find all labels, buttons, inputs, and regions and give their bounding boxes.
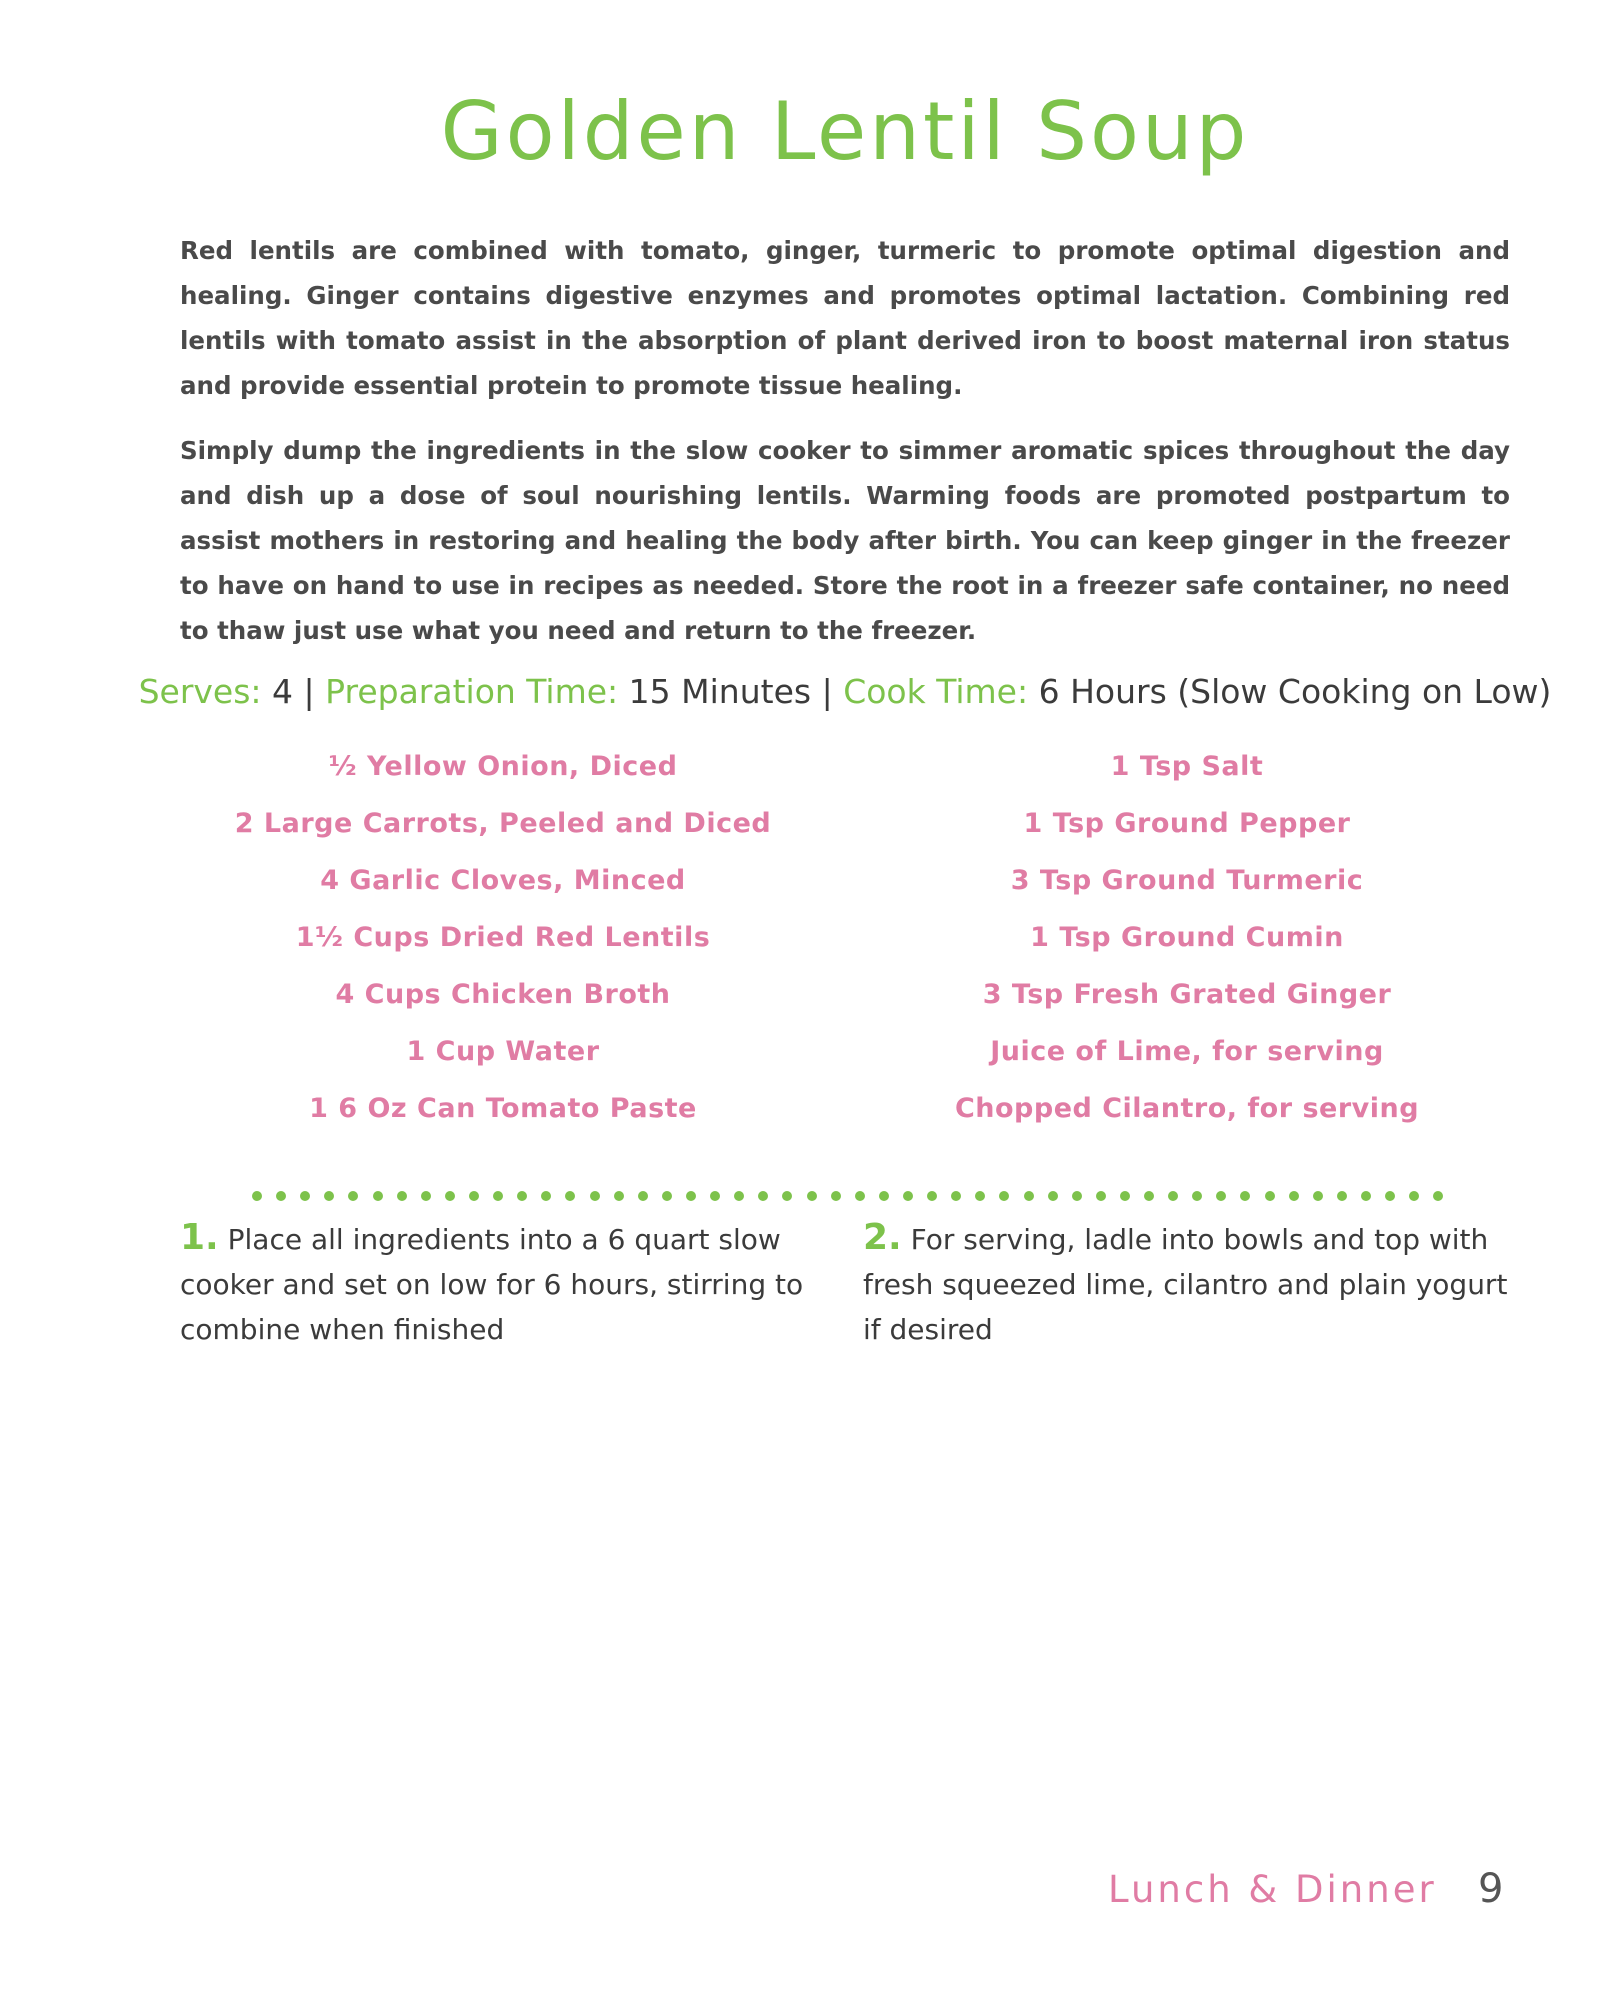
intro-paragraph-2: Simply dump the ingredients in the slow cooker to simmer aromatic spices throughout the day and dish up a dose of soul nourishing lentils. Warming foods are promoted postpartum to assist mothers in restoring and healing the body after birth. You can keep ginger in the freezer to have on hand to use in recipes as needed. Store the root in a freezer safe container, no need to thaw just use what you need and return to the freezer. xyxy=(180,436,1510,645)
divider-dot xyxy=(1433,1191,1443,1201)
divider-dot xyxy=(782,1191,792,1201)
dotted-divider xyxy=(252,1189,1444,1203)
ingredient-item: 1 Tsp Salt xyxy=(1110,751,1264,782)
prep-time-label: Preparation Time: xyxy=(325,672,619,711)
prep-time-value: 15 Minutes xyxy=(628,672,812,711)
divider-dot xyxy=(373,1191,383,1201)
step-number: 2. xyxy=(863,1217,902,1258)
divider-dot xyxy=(686,1191,696,1201)
ingredient-item: 1 Tsp Ground Pepper xyxy=(1023,808,1351,839)
divider-dot xyxy=(975,1191,985,1201)
step-text: Place all ingredients into a 6 quart slow cooker and set on low for 6 hours, stirring to combine when finished xyxy=(180,1223,804,1346)
divider-dot xyxy=(1072,1191,1082,1201)
divider-dot xyxy=(445,1191,455,1201)
divider-dot xyxy=(1409,1191,1419,1201)
divider-dot xyxy=(999,1191,1009,1201)
divider-dot xyxy=(324,1191,334,1201)
ingredient-item: ½ Yellow Onion, Diced xyxy=(328,751,678,782)
divider-dot xyxy=(493,1191,503,1201)
divider-dot xyxy=(397,1191,407,1201)
divider-dot xyxy=(831,1191,841,1201)
divider-dot xyxy=(951,1191,961,1201)
divider-dot xyxy=(855,1191,865,1201)
divider-dot xyxy=(638,1191,648,1201)
divider-dot xyxy=(590,1191,600,1201)
section-footer-label: Lunch & Dinner xyxy=(1108,1868,1437,1911)
step-number: 1. xyxy=(180,1217,219,1258)
recipe-meta xyxy=(0,672,1622,711)
divider-dot xyxy=(807,1191,817,1201)
serves-value: 4 xyxy=(272,672,294,711)
divider-dot xyxy=(1337,1191,1347,1201)
divider-dot xyxy=(614,1191,624,1201)
page-number: 9 xyxy=(1478,1866,1504,1912)
ingredient-item: Juice of Lime, for serving xyxy=(990,1036,1384,1067)
divider-dot xyxy=(734,1191,744,1201)
divider-dot xyxy=(276,1191,286,1201)
divider-dot xyxy=(903,1191,913,1201)
divider-dot xyxy=(421,1191,431,1201)
intro-paragraph-1: Red lentils are combined with tomato, ginger, turmeric to promote optimal digestion and healing. Ginger contains digestive enzymes and promotes optimal lactation. Combining red lentils with tomato assist in the absorption of plant derived iron to boost maternal iron status and provide essential protein to promote tissue healing. xyxy=(180,236,1510,400)
ingredients-left-column xyxy=(203,738,803,1137)
divider-dot xyxy=(1385,1191,1395,1201)
ingredient-item: 1 6 Oz Can Tomato Paste xyxy=(309,1093,697,1124)
ingredients-right-column xyxy=(887,738,1487,1137)
ingredient-item: 3 Tsp Fresh Grated Ginger xyxy=(982,979,1392,1010)
meta-separator: | xyxy=(821,672,833,711)
divider-dot xyxy=(1048,1191,1058,1201)
ingredient-item: 1 Cup Water xyxy=(406,1036,600,1067)
step-2 xyxy=(863,1215,1513,1352)
divider-dot xyxy=(252,1191,262,1201)
ingredient-item: 3 Tsp Ground Turmeric xyxy=(1010,865,1364,896)
divider-dot xyxy=(879,1191,889,1201)
divider-dot xyxy=(1289,1191,1299,1201)
divider-dot xyxy=(565,1191,575,1201)
step-1 xyxy=(180,1215,830,1352)
serves-label: Serves: xyxy=(138,672,262,711)
divider-dot xyxy=(348,1191,358,1201)
divider-dot xyxy=(1361,1191,1371,1201)
divider-dot xyxy=(927,1191,937,1201)
ingredient-item: 2 Large Carrots, Peeled and Diced xyxy=(234,808,772,839)
divider-dot xyxy=(300,1191,310,1201)
divider-dot xyxy=(469,1191,479,1201)
divider-dot xyxy=(1265,1191,1275,1201)
divider-dot xyxy=(1024,1191,1034,1201)
page-title: Golden Lentil Soup xyxy=(440,85,1250,178)
divider-dot xyxy=(758,1191,768,1201)
meta-separator: | xyxy=(303,672,315,711)
divider-dot xyxy=(1192,1191,1202,1201)
divider-dot xyxy=(1313,1191,1323,1201)
divider-dot xyxy=(1240,1191,1250,1201)
divider-dot xyxy=(517,1191,527,1201)
divider-dot xyxy=(662,1191,672,1201)
divider-dot xyxy=(1144,1191,1154,1201)
divider-dot xyxy=(541,1191,551,1201)
ingredient-item: 1 Tsp Ground Cumin xyxy=(1030,922,1344,953)
ingredient-item: Chopped Cilantro, for serving xyxy=(954,1093,1420,1124)
divider-dot xyxy=(1216,1191,1226,1201)
divider-dot xyxy=(1168,1191,1178,1201)
divider-dot xyxy=(1096,1191,1106,1201)
ingredient-item: 4 Cups Chicken Broth xyxy=(335,979,671,1010)
divider-dot xyxy=(710,1191,720,1201)
cook-time-label: Cook Time: xyxy=(843,672,1029,711)
ingredient-item: 1½ Cups Dried Red Lentils xyxy=(295,922,711,953)
cook-time-value: 6 Hours (Slow Cooking on Low) xyxy=(1038,672,1552,711)
divider-dot xyxy=(1120,1191,1130,1201)
step-text: For serving, ladle into bowls and top with fresh squeezed lime, cilantro and plain yogurt if desired xyxy=(863,1223,1508,1346)
ingredient-item: 4 Garlic Cloves, Minced xyxy=(320,865,686,896)
